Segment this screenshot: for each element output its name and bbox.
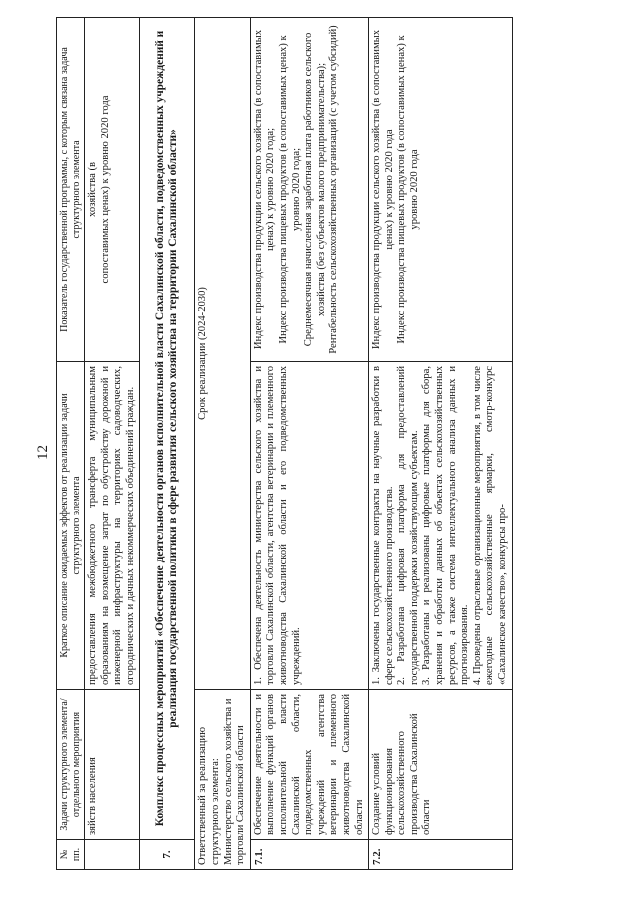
cell-effects: 1. Обеспечена деятельность министерства сельского хозяйства и торговли Сахалинской области, агентства ветеринарии и племенного животноводства Сахалинской области и его подведомственных учреждений. — [250, 362, 368, 690]
page-number: 12 — [35, 445, 51, 460]
indicator-line: Рентабельность сельскохозяйственных организаций (с учетом субсидий) — [328, 25, 340, 354]
program-table — [56, 17, 513, 870]
table-row — [250, 18, 368, 870]
header-indicator: Показатель государственной программы, с которым связана задача структурного элемента — [57, 18, 85, 362]
effect-item: 4. Проведены отраслевые организационные мероприятия, в том числе ежегодные сельскохозяйственные ярмарки, смотр-конкурс «Сахалинское качество», конкурсы про- — [471, 366, 509, 685]
indicator-line: сопоставимых ценах) к уровню 2020 года — [99, 95, 111, 284]
responsible-label: Ответственный за реализацию структурного элемента: Министерство сельского хозяйства и торговли Сахалинской области — [195, 690, 250, 870]
row-number: 7.1. — [250, 840, 368, 870]
indicator-line: Индекс производства пищевых продуктов (в сопоставимых ценах) к уровню 2020 года — [396, 35, 420, 344]
cell-indicator — [85, 18, 140, 362]
header-task: Задачи структурного элемента/отдельного мероприятия — [57, 690, 85, 840]
cell-indicators — [250, 18, 368, 362]
cell-task: Создание условий функционирования сельскохозяйственного производства Сахалинской области — [369, 690, 513, 840]
cell-effects — [369, 362, 513, 690]
section-title: Комплекс процессных мероприятий «Обеспечение деятельности органов исполнительной власти Сахалинской области, подведомственных учреждений и реализация государственной политики в сфере развития сельского хозяйства на территории Сахалинской области» — [140, 18, 195, 840]
effect-item: 3. Разработаны и реализованы цифровые платформы для сбора, хранения и обработки данных об объектах сельскохозяйственных ресурсов, а также система интеллектуального анализа данных и прогнозирования. — [421, 366, 471, 685]
cell-effects: предоставления межбюджетного трансферта муниципальным образованиям на возмещение затрат по обустройству дорожной и инженерной инфраструктуры на территориях садоводческих, огороднических и дачных некоммерческих объединений граждан. — [85, 362, 140, 690]
cell-number — [85, 840, 140, 870]
responsible-row — [195, 18, 250, 870]
effect-item: 2. Разработана цифровая платформа для предоставлений государственной поддержки хозяйствующим субъектам. — [396, 366, 420, 685]
cell-task: зяйств населения — [85, 690, 140, 840]
indicator-line: хозяйства (в — [87, 162, 98, 217]
table-header-row — [57, 18, 85, 870]
implementation-period: Срок реализации (2024-2030) — [195, 18, 250, 690]
header-number: № пп. — [57, 840, 85, 870]
table-row — [85, 18, 140, 870]
rotated-page-content — [56, 18, 608, 870]
table-row — [369, 18, 513, 870]
header-effects: Краткое описание ожидаемых эффектов от реализации задачи структурного элемента — [57, 362, 85, 690]
cell-task: Обеспечение деятельности и выполнение функций органов исполнительной власти Сахалинской области, подведомственных учреждений агентства ветеринарии и племенного животноводства Сахалинской области — [250, 690, 368, 840]
indicator-line: Среднемесячная начисленная заработная плата работников сельского хозяйства (без субъектов малого предпринимательства); — [303, 32, 327, 347]
indicator-line: Индекс производства пищевых продуктов (в сопоставимых ценах) к уровню 2020 года; — [277, 35, 302, 344]
cell-indicators — [369, 18, 513, 362]
section-number: 7. — [140, 840, 195, 870]
row-number: 7.2. — [369, 840, 513, 870]
indicator-line: Индекс производства продукции сельского хозяйства (в сопоставимых ценах) к уровню 2020 года — [371, 29, 395, 350]
section-row — [140, 18, 195, 870]
effect-item: 1. Заключены государственные контракты на научные разработки в сфере сельскохозяйственного производства. — [371, 366, 395, 685]
indicator-line: Индекс производства продукции сельского хозяйства (в сопоставимых ценах) к уровню 2020 года; — [252, 29, 277, 350]
